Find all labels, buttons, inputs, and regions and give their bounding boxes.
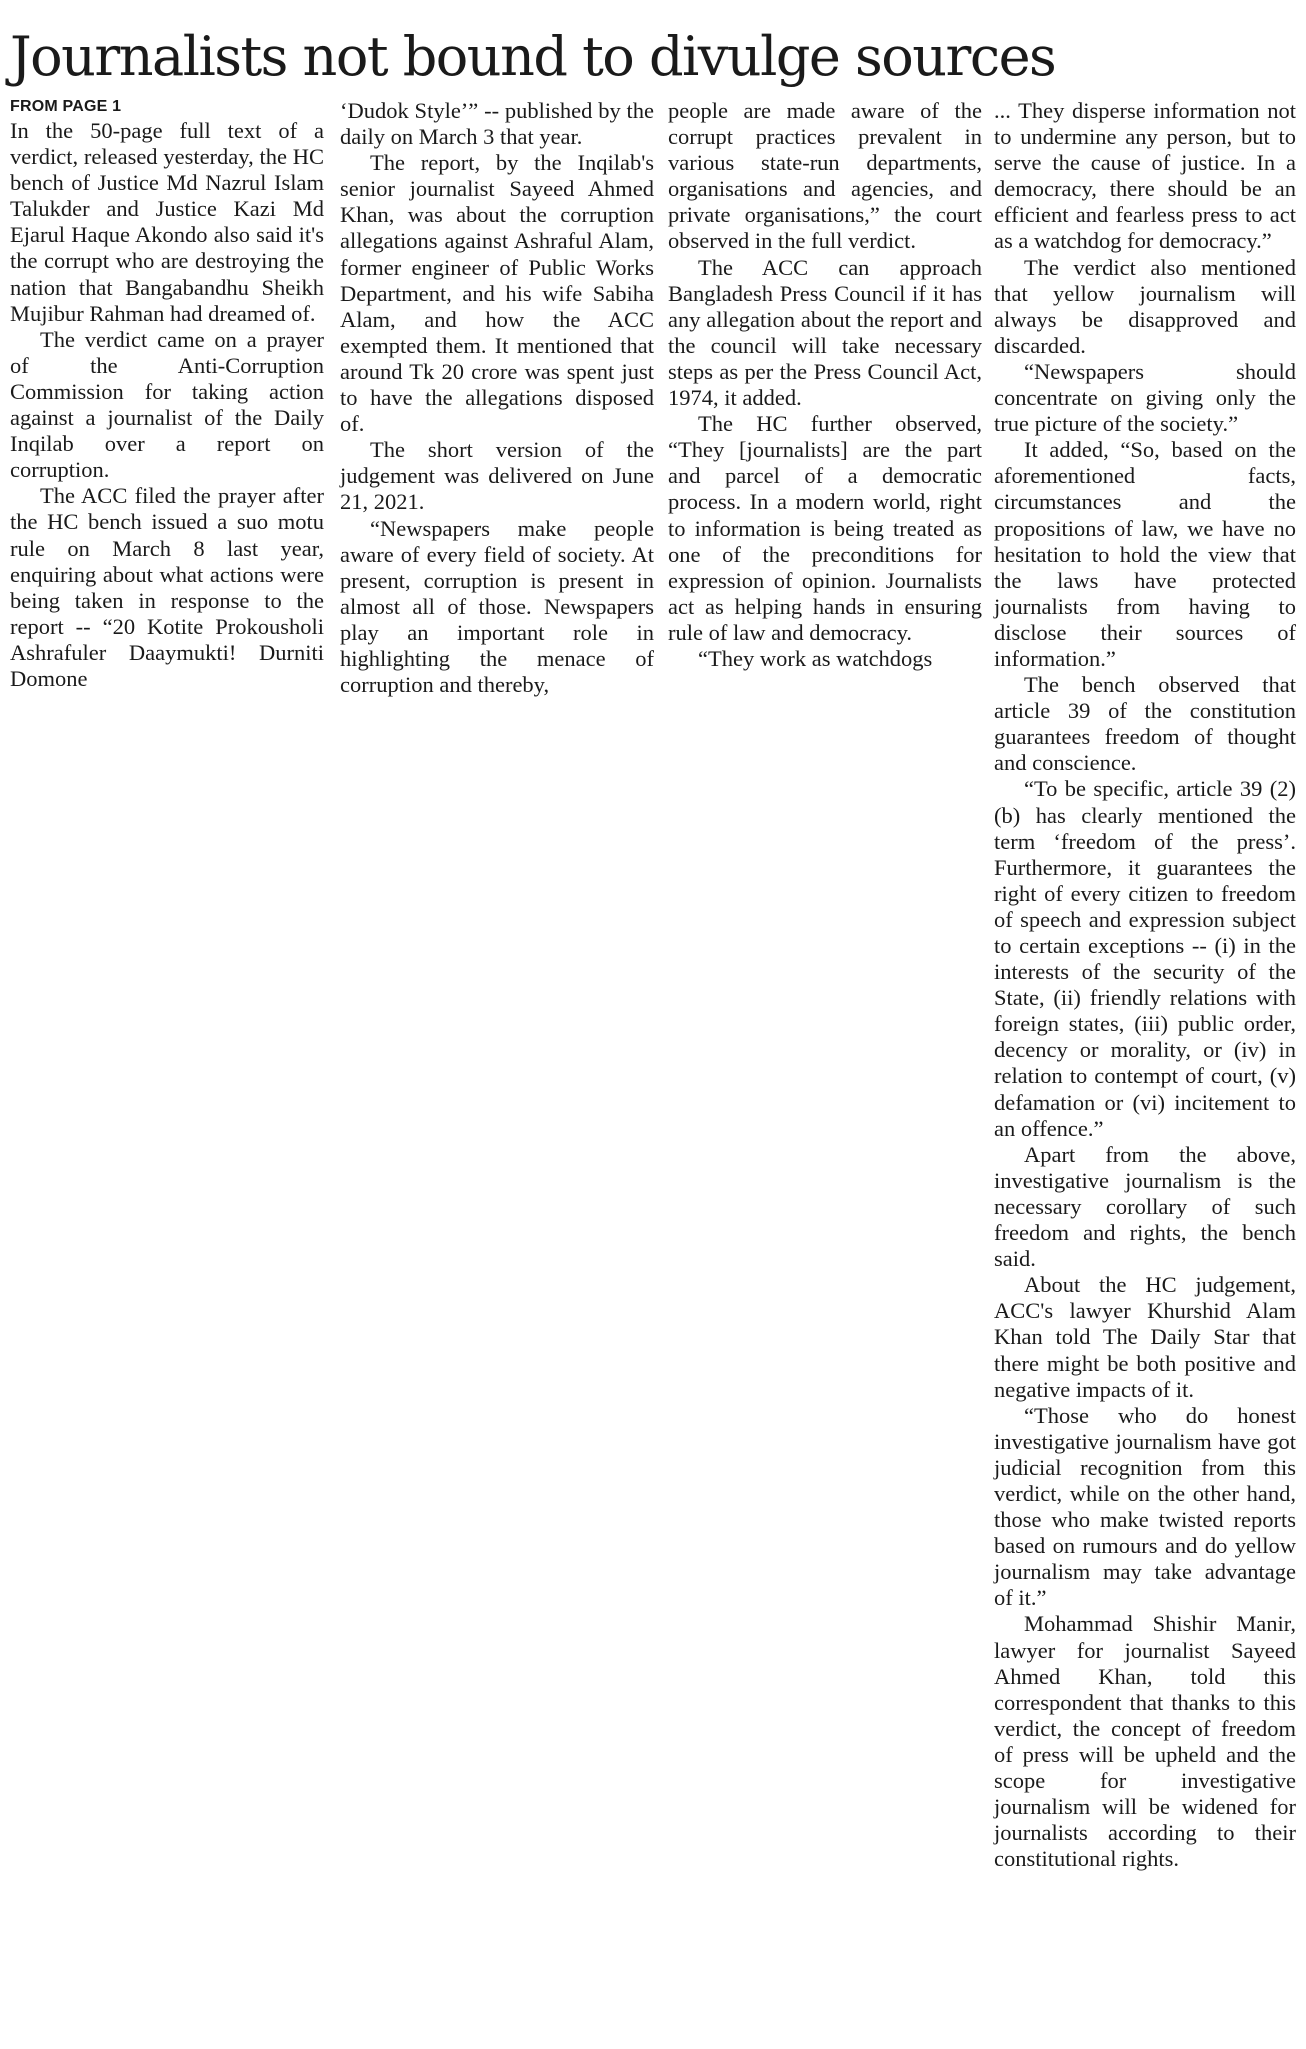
paragraph: “Newspapers make people aware of every field of society. At present, corruption is present in almost all of those. Newspapers play an important role in highlighting the menace of corruption and thereby, — [340, 515, 654, 698]
paragraph: The bench observed that article 39 of the constitution guarantees freedom of thought and conscience. — [994, 672, 1296, 776]
paragraph: people are made aware of the corrupt practices prevalent in various state-run departments, organisations and agencies, and private organisations,” the court observed in the full verdict. — [668, 98, 982, 254]
paragraph: Apart from the above, investigative journalism is the necessary corollary of such freedom and rights, the bench said. — [994, 1141, 1296, 1272]
headline: Journalists not bound to divulge sources — [10, 25, 1056, 88]
paragraph: ... They disperse information not to undermine any person, but to serve the cause of justice. In a democracy, there should be an efficient and fearless press to act as a watchdog for democracy.” — [994, 98, 1296, 254]
paragraph: “Newspapers should concentrate on giving only the true picture of the society.” — [994, 358, 1296, 437]
article-column-4 — [994, 98, 1296, 1872]
article-column-3 — [668, 98, 982, 672]
paragraph: The verdict also mentioned that yellow journalism will always be disapproved and discarded. — [994, 254, 1296, 358]
paragraph: The verdict came on a prayer of the Anti-Corruption Commission for taking action against a journalist of the Daily Inqilab over a report on corruption. — [10, 326, 324, 483]
paragraph: ‘Dudok Style’” -- published by the daily on March 3 that year. — [340, 98, 654, 150]
paragraph: The ACC filed the prayer after the HC bench issued a suo motu rule on March 8 last year, enquiring about what actions were being taken in response to the report -- “20 Kotite Prokousholi Ashrafuler Daaymukti! Durniti Domone — [10, 483, 324, 691]
paragraph: Mohammad Shishir Manir, lawyer for journalist Sayeed Ahmed Khan, told this correspondent that thanks to this verdict, the concept of freedom of press will be upheld and the scope for investigative journalism will be widened for journalists according to their constitutional rights. — [994, 1611, 1296, 1872]
paragraph: In the 50-page full text of a verdict, released yesterday, the HC bench of Justice Md Nazrul Islam Talukder and Justice Kazi Md Ejarul Haque Akondo also said it's the corrupt who are destroying the nation that Bangabandhu Sheikh Mujibur Rahman had dreamed of. — [10, 118, 324, 326]
paragraph: “Those who do honest investigative journalism have got judicial recognition from this verdict, while on the other hand, those who make twisted reports based on rumours and do yellow journalism may take advantage of it.” — [994, 1402, 1296, 1611]
article-column-2 — [340, 98, 654, 698]
article-column-1 — [10, 98, 324, 692]
paragraph: “They work as watchdogs — [698, 645, 933, 671]
paragraph: The report, by the Inqilab's senior journalist Sayeed Ahmed Khan, was about the corruption allegations against Ashraful Alam, former engineer of Public Works Department, and his wife Sabiha Alam, and how the ACC exempted them. It mentioned that around Tk 20 crore was spent just to have the allegations disposed of. — [340, 150, 654, 437]
paragraph: It added, “So, based on the aforementioned facts, circumstances and the propositions of law, we have no hesitation to hold the view that the laws have protected journalists from having to disclose their sources of information.” — [994, 437, 1296, 671]
paragraph: The HC further observed, “They [journalists] are the part and parcel of a democratic process. In a modern world, right to information is being treated as one of the preconditions for expression of opinion. Journalists act as helping hands in ensuring rule of law and democracy. — [668, 411, 982, 645]
paragraph: About the HC judgement, ACC's lawyer Khurshid Alam Khan told The Daily Star that there might be both positive and negative impacts of it. — [994, 1272, 1296, 1402]
paragraph: “To be specific, article 39 (2)(b) has clearly mentioned the term ‘freedom of the press’. Furthermore, it guarantees the right of every citizen to freedom of speech and expression subject to certain exceptions -- (i) in the interests of the security of the State, (ii) friendly relations with foreign states, (iii) public order, decency or morality, or (iv) in relation to contempt of court, (v) defamation or (vi) incitement to an offence.” — [994, 776, 1296, 1141]
kicker: FROM PAGE 1 — [10, 98, 122, 115]
paragraph: The short version of the judgement was delivered on June 21, 2021. — [340, 437, 654, 515]
paragraph: The ACC can approach Bangladesh Press Council if it has any allegation about the report and the council will take necessary steps as per the Press Council Act, 1974, it added. — [668, 254, 982, 411]
